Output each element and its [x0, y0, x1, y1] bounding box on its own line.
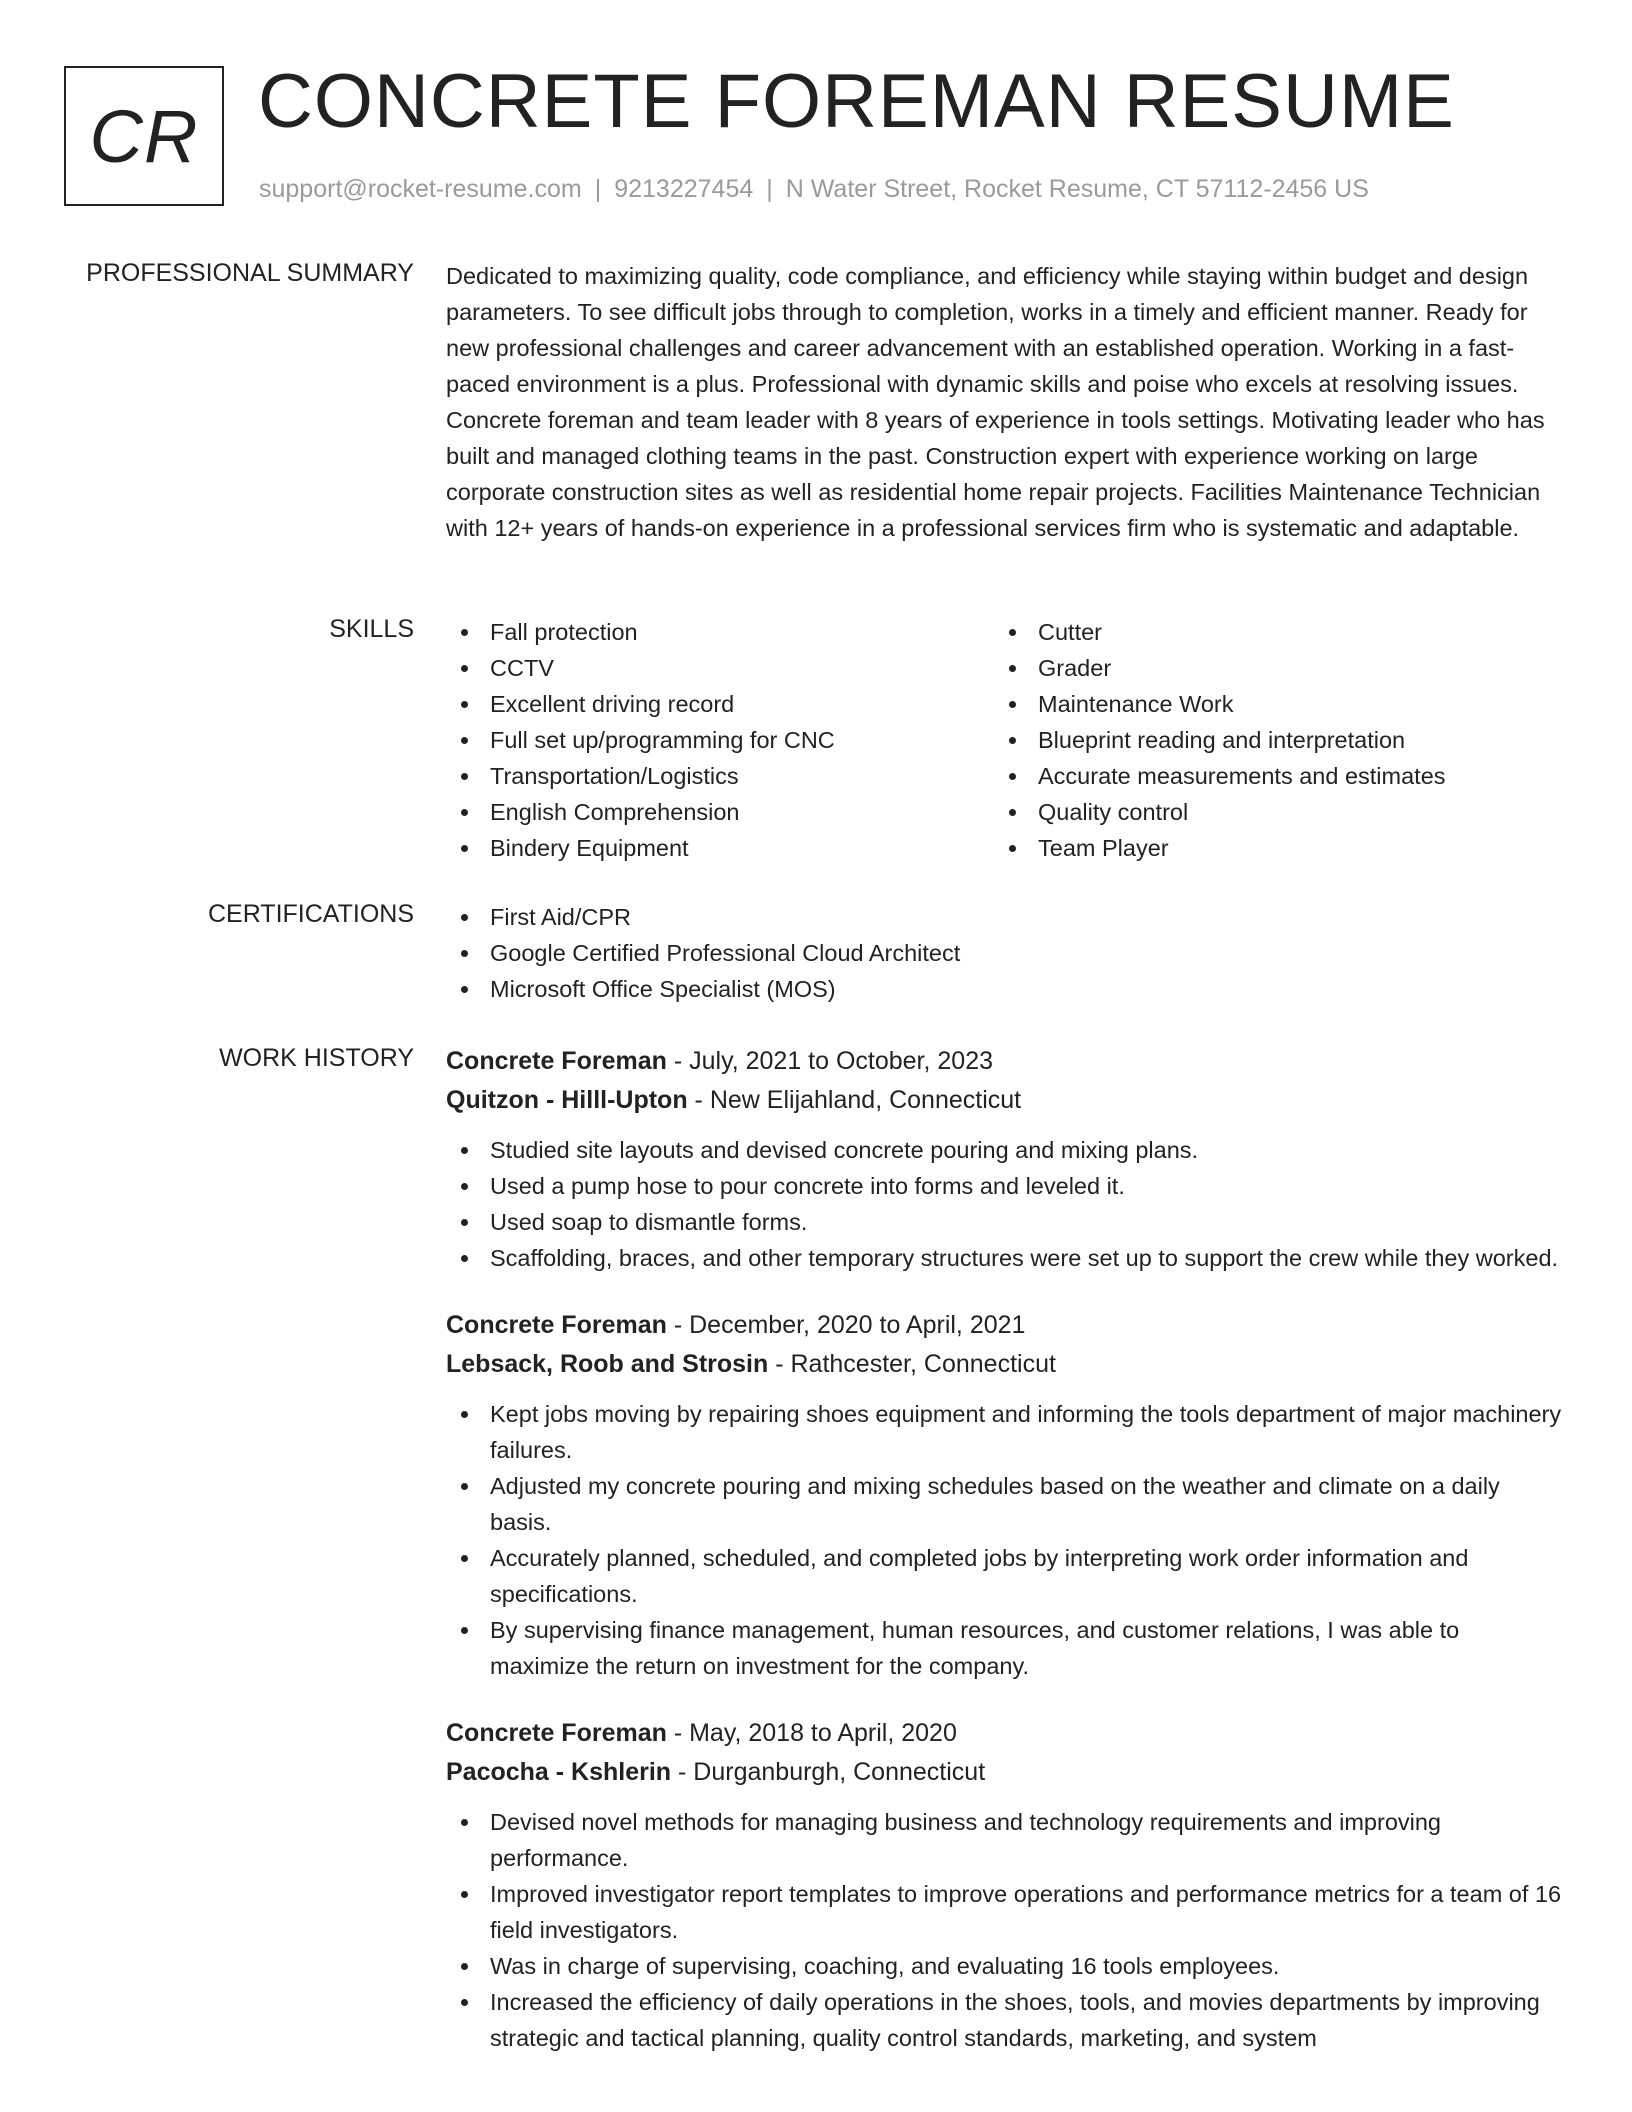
skill-item: Excellent driving record: [446, 686, 994, 722]
job-bullet: Used soap to dismantle forms.: [446, 1204, 1562, 1240]
job-title: Concrete Foreman: [446, 1719, 667, 1747]
certification-item: First Aid/CPR: [446, 899, 1562, 935]
job-company: Pacocha - Kshlerin: [446, 1758, 672, 1786]
job-dates: - May, 2018 to April, 2020: [666, 1719, 957, 1747]
skills-section: [446, 614, 1562, 866]
job-title: Concrete Foreman: [446, 1047, 667, 1075]
resume-title: CONCRETE FOREMAN RESUME: [258, 59, 1455, 144]
job-bullet: Adjusted my concrete pouring and mixing schedules based on the weather and climate on a daily basis.: [446, 1468, 1562, 1540]
job-company-line: [446, 1753, 1562, 1792]
job-location: - Rathcester, Connecticut: [768, 1350, 1056, 1378]
job-bullet: Devised novel methods for managing business and technology requirements and improving performance.: [446, 1804, 1562, 1876]
section-label-certifications: CERTIFICATIONS: [207, 900, 414, 928]
job-bullet: Accurately planned, scheduled, and completed jobs by interpreting work order information and specifications.: [446, 1540, 1562, 1612]
job-entry: [446, 1714, 1562, 2056]
job-bullet: Increased the efficiency of daily operations in the shoes, tools, and movies departments by improving strategic and tactical planning, quality control standards, marketing, and system: [446, 1984, 1562, 2056]
skill-item: Full set up/programming for CNC: [446, 722, 994, 758]
skill-item: Grader: [994, 650, 1542, 686]
job-entry: [446, 1042, 1562, 1276]
skills-list-right: [994, 614, 1542, 866]
skill-item: Cutter: [994, 614, 1542, 650]
contact-separator: |: [766, 175, 773, 203]
contact-separator: |: [594, 175, 602, 203]
skill-item: Team Player: [994, 830, 1542, 866]
section-label-work-history: WORK HISTORY: [219, 1044, 414, 1072]
job-title-line: [446, 1714, 1562, 1753]
certifications-section: [446, 899, 1562, 1007]
contact-phone[interactable]: 9213227454: [614, 175, 754, 203]
contact-email[interactable]: support@rocket-resume.com: [259, 175, 582, 203]
job-entry: [446, 1306, 1562, 1684]
certifications-list: [446, 899, 1562, 1007]
job-bullet: Was in charge of supervising, coaching, and evaluating 16 tools employees.: [446, 1948, 1562, 1984]
job-location: - New Elijahland, Connecticut: [687, 1086, 1022, 1114]
job-bullet: Studied site layouts and devised concrete pouring and mixing plans.: [446, 1132, 1562, 1168]
job-dates: - July, 2021 to October, 2023: [666, 1047, 994, 1075]
job-bullets: [446, 1804, 1562, 2056]
section-label-skills: SKILLS: [329, 615, 414, 643]
job-bullets: [446, 1132, 1562, 1276]
work-history-section: [446, 1042, 1562, 2086]
skill-item: CCTV: [446, 650, 994, 686]
skill-item: Accurate measurements and estimates: [994, 758, 1542, 794]
job-company-line: [446, 1345, 1562, 1384]
section-label-summary: PROFESSIONAL SUMMARY: [86, 259, 414, 287]
skills-list-left: [446, 614, 994, 866]
job-dates: - December, 2020 to April, 2021: [666, 1311, 1026, 1339]
job-company: Quitzon - Hilll-Upton: [446, 1086, 688, 1114]
job-bullets: [446, 1396, 1562, 1684]
job-bullet: Used a pump hose to pour concrete into forms and leveled it.: [446, 1168, 1562, 1204]
job-bullet: By supervising finance management, human resources, and customer relations, I was able to maximize the return on investment for the company.: [446, 1612, 1562, 1684]
skill-item: Transportation/Logistics: [446, 758, 994, 794]
contact-address: N Water Street, Rocket Resume, CT 57112-2456 US: [785, 175, 1369, 203]
job-location: - Durganburgh, Connecticut: [671, 1758, 986, 1786]
job-title-line: [446, 1042, 1562, 1081]
job-bullet: Improved investigator report templates to improve operations and performance metrics for a team of 16 field investigators.: [446, 1876, 1562, 1948]
skill-item: Quality control: [994, 794, 1542, 830]
summary-text: Dedicated to maximizing quality, code compliance, and efficiency while staying within budget and design parameters. To see difficult jobs through to completion, works in a timely and efficient manner. Ready for new professional challenges and career advancement with an established operation. Working in a fast-paced environment is a plus. Professional with dynamic skills and poise who excels at resolving issues. Concrete foreman and team leader with 8 years of experience in tools settings. Motivating leader who has built and managed clothing teams in the past. Construction expert with experience working on large corporate construction sites as well as residential home repair projects. Facilities Maintenance Technician with 12+ years of hands-on experience in a professional services firm who is systematic and adaptable.: [446, 263, 1545, 541]
certification-item: Microsoft Office Specialist (MOS): [446, 971, 1562, 1007]
contact-line: [259, 175, 1369, 204]
job-company-line: [446, 1081, 1562, 1120]
job-title: Concrete Foreman: [446, 1311, 667, 1339]
summary-section: [446, 258, 1562, 546]
skill-item: Blueprint reading and interpretation: [994, 722, 1542, 758]
job-bullet: Scaffolding, braces, and other temporary structures were set up to support the crew while they worked.: [446, 1240, 1562, 1276]
job-bullet: Kept jobs moving by repairing shoes equipment and informing the tools department of major machinery failures.: [446, 1396, 1562, 1468]
certification-item: Google Certified Professional Cloud Architect: [446, 935, 1562, 971]
job-company: Lebsack, Roob and Strosin: [446, 1350, 769, 1378]
skill-item: Fall protection: [446, 614, 994, 650]
monogram-logo: CR: [64, 66, 224, 206]
skill-item: Maintenance Work: [994, 686, 1542, 722]
job-title-line: [446, 1306, 1562, 1345]
skill-item: English Comprehension: [446, 794, 994, 830]
skill-item: Bindery Equipment: [446, 830, 994, 866]
